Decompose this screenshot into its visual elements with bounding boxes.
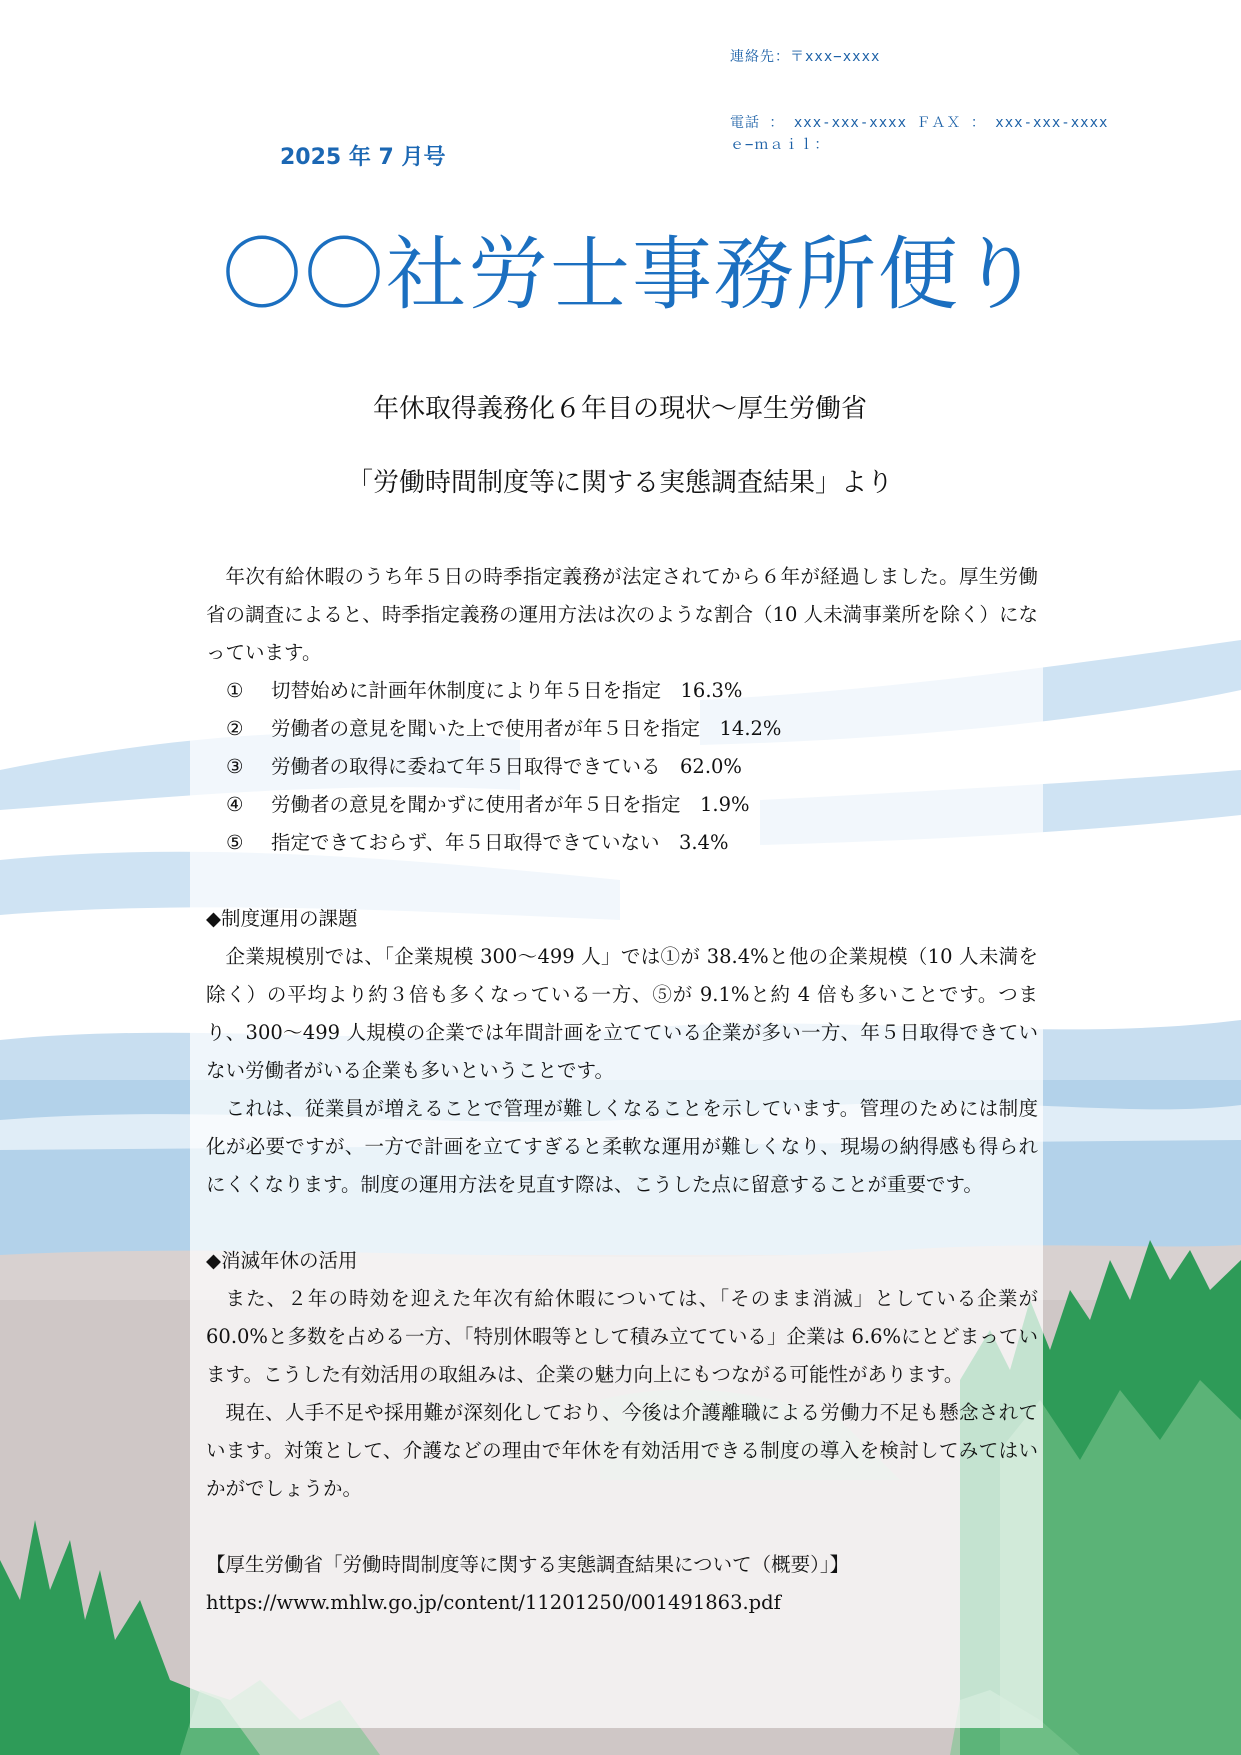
contact-phone-fax: 電話 ： xxx-xxx-xxxx ＦＡＸ ： xxx-xxx-xxxx [730, 115, 1109, 131]
section2-paragraph-1: また、２年の時効を迎えた年次有給休暇については、「そのまま消滅」としている企業が 60.0%と多数を占める一方、「特別休暇等として積み立てている」企業は 6.6%にとどまっています。こうした有効活用の取組みは、企業の魅力向上にもつながる可能性があります。 [206, 1287, 1038, 1386]
source-label: 【厚生労働省「労働時間制度等に関する実態調査結果について（概要）」】 [206, 1553, 850, 1576]
list-item-text: 労働者の意見を聞いた上で使用者が年５日を指定 14.2% [271, 717, 782, 740]
section-heading-expired-leave: ◆消滅年休の活用 [206, 1249, 358, 1272]
issue-label: 2025 年 7 月号 [280, 145, 446, 170]
list-item-number: ⑤ [226, 831, 244, 854]
method-list [206, 672, 1038, 862]
article-headline-2: 「労働時間制度等に関する実態調査結果」より [346, 468, 893, 498]
list-item-text: 指定できておらず、年５日取得できていない 3.4% [271, 831, 729, 854]
list-item-number: ④ [226, 793, 244, 816]
list-item [206, 710, 1038, 748]
article-headline-1: 年休取得義務化６年目の現状〜厚生労働省 [372, 394, 867, 424]
list-item [206, 748, 1038, 786]
list-item-text: 労働者の取得に委ねて年５日取得できている 62.0% [271, 755, 742, 778]
section-heading-challenges: ◆制度運用の課題 [206, 907, 358, 930]
contact-email: ｅ−ｍａｉｌ： [730, 137, 830, 153]
list-item-text: 労働者の意見を聞かずに使用者が年５日を指定 1.9% [271, 793, 750, 816]
list-item-number: ③ [226, 755, 244, 778]
source-url[interactable]: https://www.mhlw.go.jp/content/11201250/001491863.pdf [206, 1591, 781, 1614]
article-body [206, 558, 1038, 1622]
list-item [206, 672, 1038, 710]
list-item [206, 786, 1038, 824]
section1-paragraph-1: 企業規模別では、「企業規模 300〜499 人」では①が 38.4%と他の企業規模（10 人未満を除く）の平均より約３倍も多くなっている一方、⑤が 9.1%と約 4 倍も多いことです。つまり、300〜499 人規模の企業では年間計画を立てている企業が多い一方、年５日取得できていない労働者がいる企業も多いということです。 [206, 945, 1038, 1082]
contact-address: 連絡先：〒xxx−xxxx [730, 49, 881, 65]
intro-paragraph: 年次有給休暇のうち年５日の時季指定義務が法定されてから６年が経過しました。厚生労働省の調査によると、時季指定義務の運用方法は次のような割合（10 人未満事業所を除く）になっています。 [206, 565, 1038, 664]
section2-paragraph-2: 現在、人手不足や採用難が深刻化しており、今後は介護離職による労働力不足も懸念されています。対策として、介護などの理由で年休を有効活用できる制度の導入を検討してみてはいかがでしょうか。 [206, 1401, 1038, 1500]
list-item-number: ② [226, 717, 244, 740]
list-item [206, 824, 1038, 862]
list-item-text: 切替始めに計画年休制度により年５日を指定 16.3% [271, 679, 743, 702]
list-item-number: ① [226, 679, 244, 702]
newsletter-title: 〇〇社労士事務所便り [222, 228, 1042, 321]
section1-paragraph-2: これは、従業員が増えることで管理が難しくなることを示しています。管理のためには制度化が必要ですが、一方で計画を立てすぎると柔軟な運用が難しくなり、現場の納得感も得られにくくなります。制度の運用方法を見直す際は、こうした点に留意することが重要です。 [206, 1097, 1038, 1196]
